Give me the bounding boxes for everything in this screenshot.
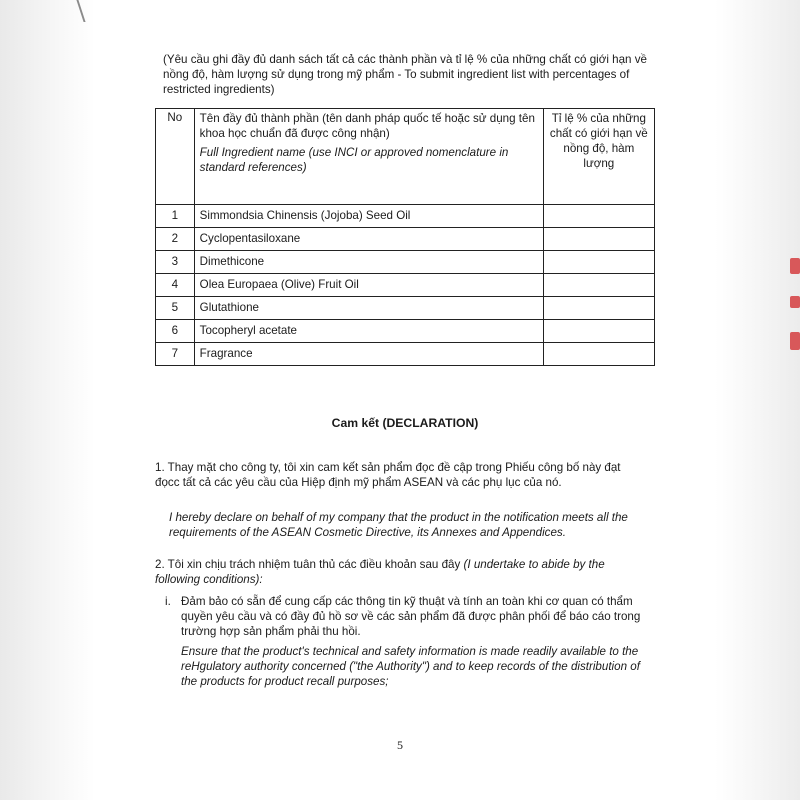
ingredient-percentage bbox=[543, 320, 654, 343]
ingredient-table bbox=[155, 108, 655, 366]
ingredient-list-instruction: (Yêu cầu ghi đầy đủ danh sách tất cả các thành phần và tỉ lệ % của những chất có giới hạn về nồng độ, hàm lượng sử dụng trong mỹ phẩm - To submit ingredient list with percentages of restricted ingredients) bbox=[163, 53, 647, 96]
subitem-marker: i. bbox=[165, 595, 171, 608]
ingredient-percentage bbox=[543, 205, 654, 228]
table-row bbox=[156, 251, 655, 274]
red-stamp-fragment bbox=[790, 258, 800, 274]
row-number: 1 bbox=[156, 205, 195, 228]
page-edge-left bbox=[0, 0, 95, 800]
declaration-item-2 bbox=[155, 557, 645, 587]
red-stamp-fragment bbox=[790, 332, 800, 350]
subitem-i-english: Ensure that the product's technical and safety information is made readily available to the reHgulatory authority concerned ("the Authority") and to keep records of the distribution of the products for product recall purposes; bbox=[181, 645, 640, 688]
header-ingredient-name bbox=[194, 109, 543, 205]
page-number: 5 bbox=[397, 738, 403, 752]
red-stamp-fragment bbox=[790, 296, 800, 308]
table-row bbox=[156, 343, 655, 366]
ingredient-name: Simmondsia Chinensis (Jojoba) Seed Oil bbox=[194, 205, 543, 228]
table-row bbox=[156, 274, 655, 297]
row-number: 2 bbox=[156, 228, 195, 251]
row-number: 4 bbox=[156, 274, 195, 297]
ingredient-name: Dimethicone bbox=[194, 251, 543, 274]
table-row bbox=[156, 228, 655, 251]
document-page bbox=[155, 0, 655, 800]
ingredient-name: Olea Europaea (Olive) Fruit Oil bbox=[194, 274, 543, 297]
declaration-item-1-english: I hereby declare on behalf of my company that the product in the notification meets all the requirements of the ASEAN Cosmetic Directive, its Annexes and Appendices. bbox=[169, 511, 628, 539]
row-number: 7 bbox=[156, 343, 195, 366]
ingredient-name: Fragrance bbox=[194, 343, 543, 366]
table-row bbox=[156, 320, 655, 343]
declaration-item-1-vietnamese: 1. Thay mặt cho công ty, tôi xin cam kết sản phẩm đọc đề cập trong Phiếu công bố này đạt đọcc tất cả các yêu cầu của Hiệp định mỹ phẩm ASEAN và các phụ lục của nó. bbox=[155, 461, 621, 489]
page-edge-right bbox=[715, 0, 800, 800]
ingredient-percentage bbox=[543, 228, 654, 251]
ingredient-name: Glutathione bbox=[194, 297, 543, 320]
table-row bbox=[156, 205, 655, 228]
declaration-title: Cam kết (DECLARATION) bbox=[331, 416, 479, 430]
header-name-vietnamese: Tên đầy đủ thành phần (tên danh pháp quốc tế hoặc sử dụng tên khoa học chuẩn đã được công nhận) bbox=[199, 112, 535, 140]
ingredient-percentage bbox=[543, 297, 654, 320]
declaration-item-2-english: (I undertake to abide by the following conditions): bbox=[155, 558, 605, 586]
header-percentage: Tỉ lệ % của những chất có giới hạn về nồng độ, hàm lượng bbox=[543, 109, 654, 205]
header-name-english: Full Ingredient name (use INCI or approved nomenclature in standard references) bbox=[199, 146, 509, 174]
ingredient-percentage bbox=[543, 343, 654, 366]
table-header-row bbox=[156, 109, 655, 205]
table-row bbox=[156, 297, 655, 320]
row-number: 5 bbox=[156, 297, 195, 320]
ingredient-percentage bbox=[543, 274, 654, 297]
ingredient-percentage bbox=[543, 251, 654, 274]
row-number: 6 bbox=[156, 320, 195, 343]
declaration-item-2-vietnamese: 2. Tôi xin chịu trách nhiệm tuân thủ các điều khoản sau đây bbox=[155, 558, 461, 571]
row-number: 3 bbox=[156, 251, 195, 274]
header-no: No bbox=[156, 109, 195, 205]
ingredient-name: Tocopheryl acetate bbox=[194, 320, 543, 343]
subitem-i-vietnamese: Đảm bảo có sẵn để cung cấp các thông tin kỹ thuật và tính an toàn khi cơ quan có thẩm quyền yêu cầu và có đầy đủ hồ sơ về các sản phẩm đã được phân phối để báo cáo trong trường hợp sản phẩm phải thu hồi. bbox=[181, 595, 641, 638]
ingredient-name: Cyclopentasiloxane bbox=[194, 228, 543, 251]
